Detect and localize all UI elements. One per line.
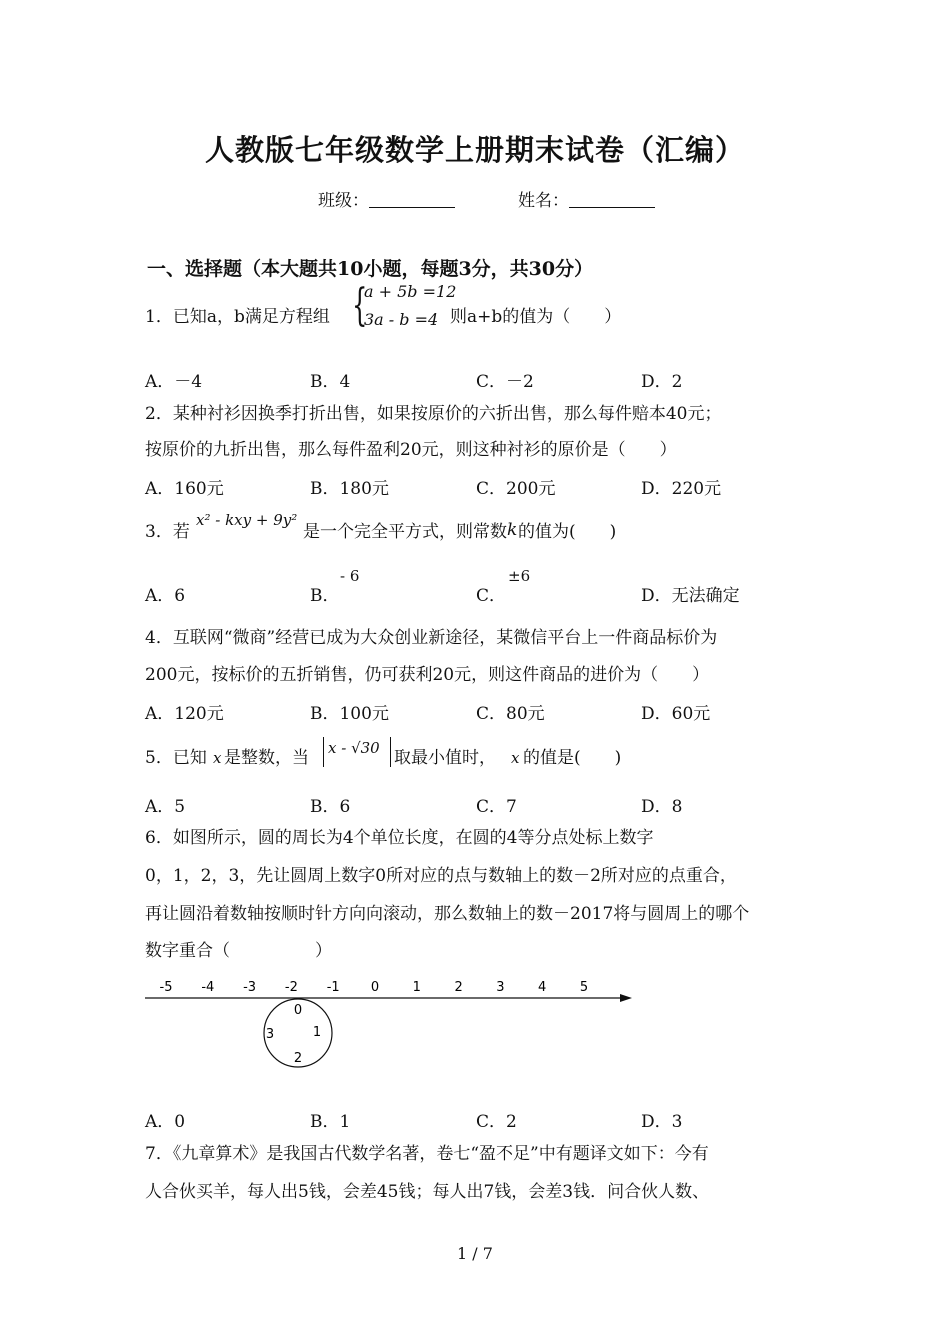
q5-option-c: C．7 (476, 797, 517, 817)
name-blank (569, 191, 655, 208)
q5-prefix: 5．已知 (145, 748, 207, 768)
page-number: 1 / 7 (457, 1244, 493, 1263)
circle-label-0: 0 (293, 1003, 303, 1018)
q3-prefix: 3．若 (145, 522, 190, 542)
tick-label: 2 (454, 980, 463, 995)
q4-option-d: D．60元 (641, 704, 711, 724)
class-label: 班级： (318, 191, 369, 211)
q6-option-a: A．0 (145, 1112, 186, 1132)
q1-equation-system (352, 282, 462, 334)
q4-option-a: A．120元 (145, 704, 224, 724)
tick-label: -2 (284, 980, 298, 995)
tick-label: -5 (159, 980, 173, 995)
q6-line-4: 数字重合（ ） (145, 941, 332, 961)
q3-option-b-value: - 6 (340, 567, 360, 585)
class-blank (369, 191, 455, 208)
tick-label: -3 (243, 980, 257, 995)
class-field (318, 186, 455, 211)
tick-label: 3 (496, 980, 505, 995)
tick-label: 1 (412, 980, 421, 995)
name-field (518, 186, 655, 211)
q7-line-1: 7．《九章算术》是我国古代数学名著，卷七“盈不足”中有题译文如下：今有 (145, 1144, 709, 1164)
q2-option-d: D．220元 (641, 479, 722, 499)
q3-option-d: D．无法确定 (641, 586, 740, 606)
q6-number-line-figure (140, 972, 640, 1072)
q5-abs-expression: x - √30 (328, 739, 380, 757)
q6-option-d: D．3 (641, 1112, 683, 1132)
number-line-arrow (620, 994, 632, 1002)
q3-suffix2: 的值为( ) (518, 522, 617, 542)
page-title: 人教版七年级数学上册期末试卷（汇编） (204, 133, 745, 167)
q2-line-1: 2．某种衬衫因换季打折出售，如果按原价的六折出售，那么每件赔本40元； (145, 404, 722, 424)
q5-abs-right-bar (390, 737, 391, 767)
circle-label-2: 2 (293, 1051, 303, 1066)
q2-option-c: C．200元 (476, 479, 556, 499)
q3-option-c-value: ±6 (508, 567, 531, 585)
q1-brace: { (352, 280, 368, 331)
q1-text-after: 则a+b的值为（ ） (450, 307, 622, 327)
name-label: 姓名： (518, 191, 569, 211)
q5-option-a: A．5 (145, 797, 186, 817)
number-line-tick-labels (160, 980, 589, 995)
q4-line-1: 4．互联网“微商”经营已成为大众创业新途径，某微信平台上一件商品标价为 (145, 628, 718, 648)
q1-option-a: A．－4 (145, 372, 203, 392)
q5-end: 的值是( ) (523, 748, 622, 768)
q5-abs-left-bar (323, 737, 324, 767)
q4-line-2: 200元，按标价的五折销售，仍可获利20元，则这件商品的进价为（ ） (145, 665, 710, 685)
q3-suffix: 是一个完全平方式，则常数 (303, 522, 507, 542)
q5-option-d: D．8 (641, 797, 683, 817)
q1-option-d: D．2 (641, 372, 683, 392)
q4-option-c: C．80元 (476, 704, 545, 724)
q2-line-2: 按原价的九折出售，那么每件盈利20元，则这种衬衫的原价是（ ） (145, 440, 677, 460)
q3-option-c: C． (476, 586, 507, 606)
q2-option-b: B．180元 (310, 479, 389, 499)
tick-label: -1 (326, 980, 340, 995)
q5-var: x (213, 749, 222, 767)
q1-option-c: C．－2 (476, 372, 534, 392)
q1-eq2: 3a - b =4 (364, 310, 439, 329)
q6-line-2: 0，1，2，3，先让圆周上数字0所对应的点与数轴上的数－2所对应的点重合， (145, 866, 737, 886)
q7-line-2: 人合伙买羊，每人出5钱，会差45钱；每人出7钱，会差3钱．问合伙人数、 (145, 1182, 710, 1202)
tick-label: 5 (579, 980, 589, 995)
q5-var2: x (511, 749, 520, 767)
q5-after: 取最小值时， (394, 748, 496, 768)
q6-option-c: C．2 (476, 1112, 517, 1132)
circle-label-3: 3 (265, 1027, 275, 1042)
q1-text-before: 1．已知a，b满足方程组 (145, 307, 330, 327)
q6-line-1: 6．如图所示，圆的周长为4个单位长度，在圆的4等分点处标上数字 (145, 828, 654, 848)
q1-eq1: a + 5b =12 (364, 282, 457, 301)
tick-label: -4 (201, 980, 215, 995)
tick-label: 4 (538, 980, 547, 995)
q3-var: k (507, 520, 518, 540)
q1-option-b: B．4 (310, 372, 351, 392)
circle-label-1: 1 (312, 1025, 322, 1040)
q3-option-b: B． (310, 586, 340, 606)
section-heading: 一、选择题（本大题共10小题，每题3分，共30分） (147, 258, 594, 280)
q4-option-b: B．100元 (310, 704, 389, 724)
q3-option-a: A．6 (145, 586, 186, 606)
tick-label: 0 (370, 980, 380, 995)
q6-option-b: B．1 (310, 1112, 351, 1132)
q3-expression: x² - kxy + 9y² (196, 511, 298, 529)
q5-option-b: B．6 (310, 797, 351, 817)
q6-line-3: 再让圆沿着数轴按顺时针方向向滚动，那么数轴上的数－2017将与圆周上的哪个 (145, 904, 750, 924)
q2-option-a: A．160元 (145, 479, 224, 499)
q5-mid: 是整数，当 (224, 748, 309, 768)
